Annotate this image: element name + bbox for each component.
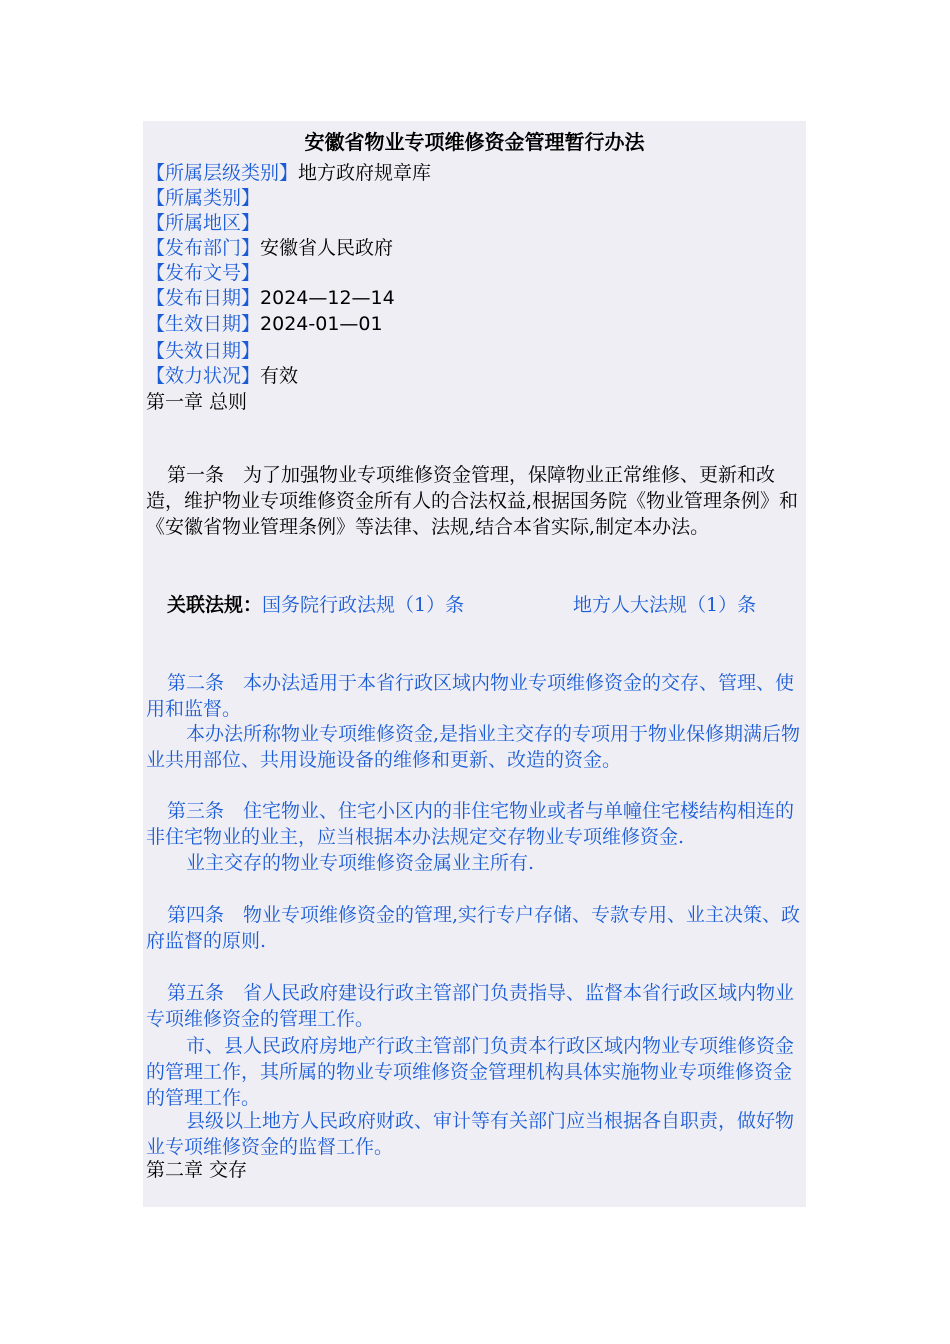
article-3: 第三条 住宅物业、住宅小区内的非住宅物业或者与单幢住宅楼结构相连的非住宅物业的业主，应当根据本办法规定交存物业专项维修资金. [146, 800, 795, 848]
meta-label: 【所属类别】 [146, 187, 261, 209]
meta-label: 【所属地区】 [146, 212, 261, 234]
meta-value: 2024—12—14 [260, 287, 395, 309]
meta-label: 【失效日期】 [146, 340, 261, 362]
article-2: 第二条 本办法适用于本省行政区域内物业专项维修资金的交存、管理、使用和监督。 [146, 672, 795, 720]
meta-label: 【发布文号】 [146, 262, 261, 284]
article-5: 第五条 省人民政府建设行政主管部门负责指导、监督本省行政区域内物业专项维修资金的管理工作。 [146, 982, 795, 1030]
article-5-paragraph-3: 县级以上地方人民政府财政、审计等有关部门应当根据各自职责，做好物业专项维修资金的监督工作。 [146, 1110, 795, 1158]
article-5-paragraph-2: 市、县人民政府房地产行政主管部门负责本行政区域内物业专项维修资金的管理工作，其所属的物业专项维修资金管理机构具体实施物业专项维修资金的管理工作。 [146, 1035, 795, 1109]
meta-publish-date [146, 286, 395, 310]
meta-doc-number [146, 261, 260, 285]
related-link-state-council[interactable]: 国务院行政法规（1）条 [262, 594, 465, 616]
meta-effective-date [146, 312, 383, 336]
meta-value: 有效 [260, 365, 299, 387]
meta-label: 【所属层级类别】 [146, 162, 299, 184]
article-2-paragraph-2: 本办法所称物业专项维修资金,是指业主交存的专项用于物业保修期满后物业共用部位、共用设施设备的维修和更新、改造的资金。 [146, 723, 801, 771]
chapter-heading: 第一章 总则 [146, 391, 248, 413]
related-label: 关联法规： [167, 594, 263, 616]
article-3-paragraph-2: 业主交存的物业专项维修资金属业主所有. [186, 852, 535, 874]
meta-value: 安徽省人民政府 [260, 237, 394, 259]
meta-value: 2024-01—01 [260, 313, 383, 335]
meta-region [146, 211, 260, 235]
related-regulations [167, 593, 464, 617]
meta-expiry-date [146, 339, 260, 363]
meta-label: 【发布部门】 [146, 237, 261, 259]
related-regulations-local [573, 593, 756, 617]
chapter-heading: 第二章 交存 [146, 1159, 248, 1181]
related-link-local-congress[interactable]: 地方人大法规（1）条 [573, 594, 757, 616]
meta-label: 【生效日期】 [146, 313, 261, 335]
meta-category [146, 186, 260, 210]
meta-label: 【发布日期】 [146, 287, 261, 309]
meta-label: 【效力状况】 [146, 365, 261, 387]
meta-value: 地方政府规章库 [298, 162, 432, 184]
article-1: 第一条 为了加强物业专项维修资金管理，保障物业正常维修、更新和改造，维护物业专项维修资金所有人的合法权益,根据国务院《物业管理条例》和《安徽省物业管理条例》等法律、法规,结合本省实际,制定本办法。 [146, 464, 799, 538]
document-title: 安徽省物业专项维修资金管理暂行办法 [304, 130, 645, 154]
article-4: 第四条 物业专项维修资金的管理,实行专户存储、专款专用、业主决策、政府监督的原则. [146, 904, 801, 952]
meta-department [146, 236, 393, 260]
meta-level-category [146, 161, 431, 185]
meta-validity-status [146, 364, 298, 388]
